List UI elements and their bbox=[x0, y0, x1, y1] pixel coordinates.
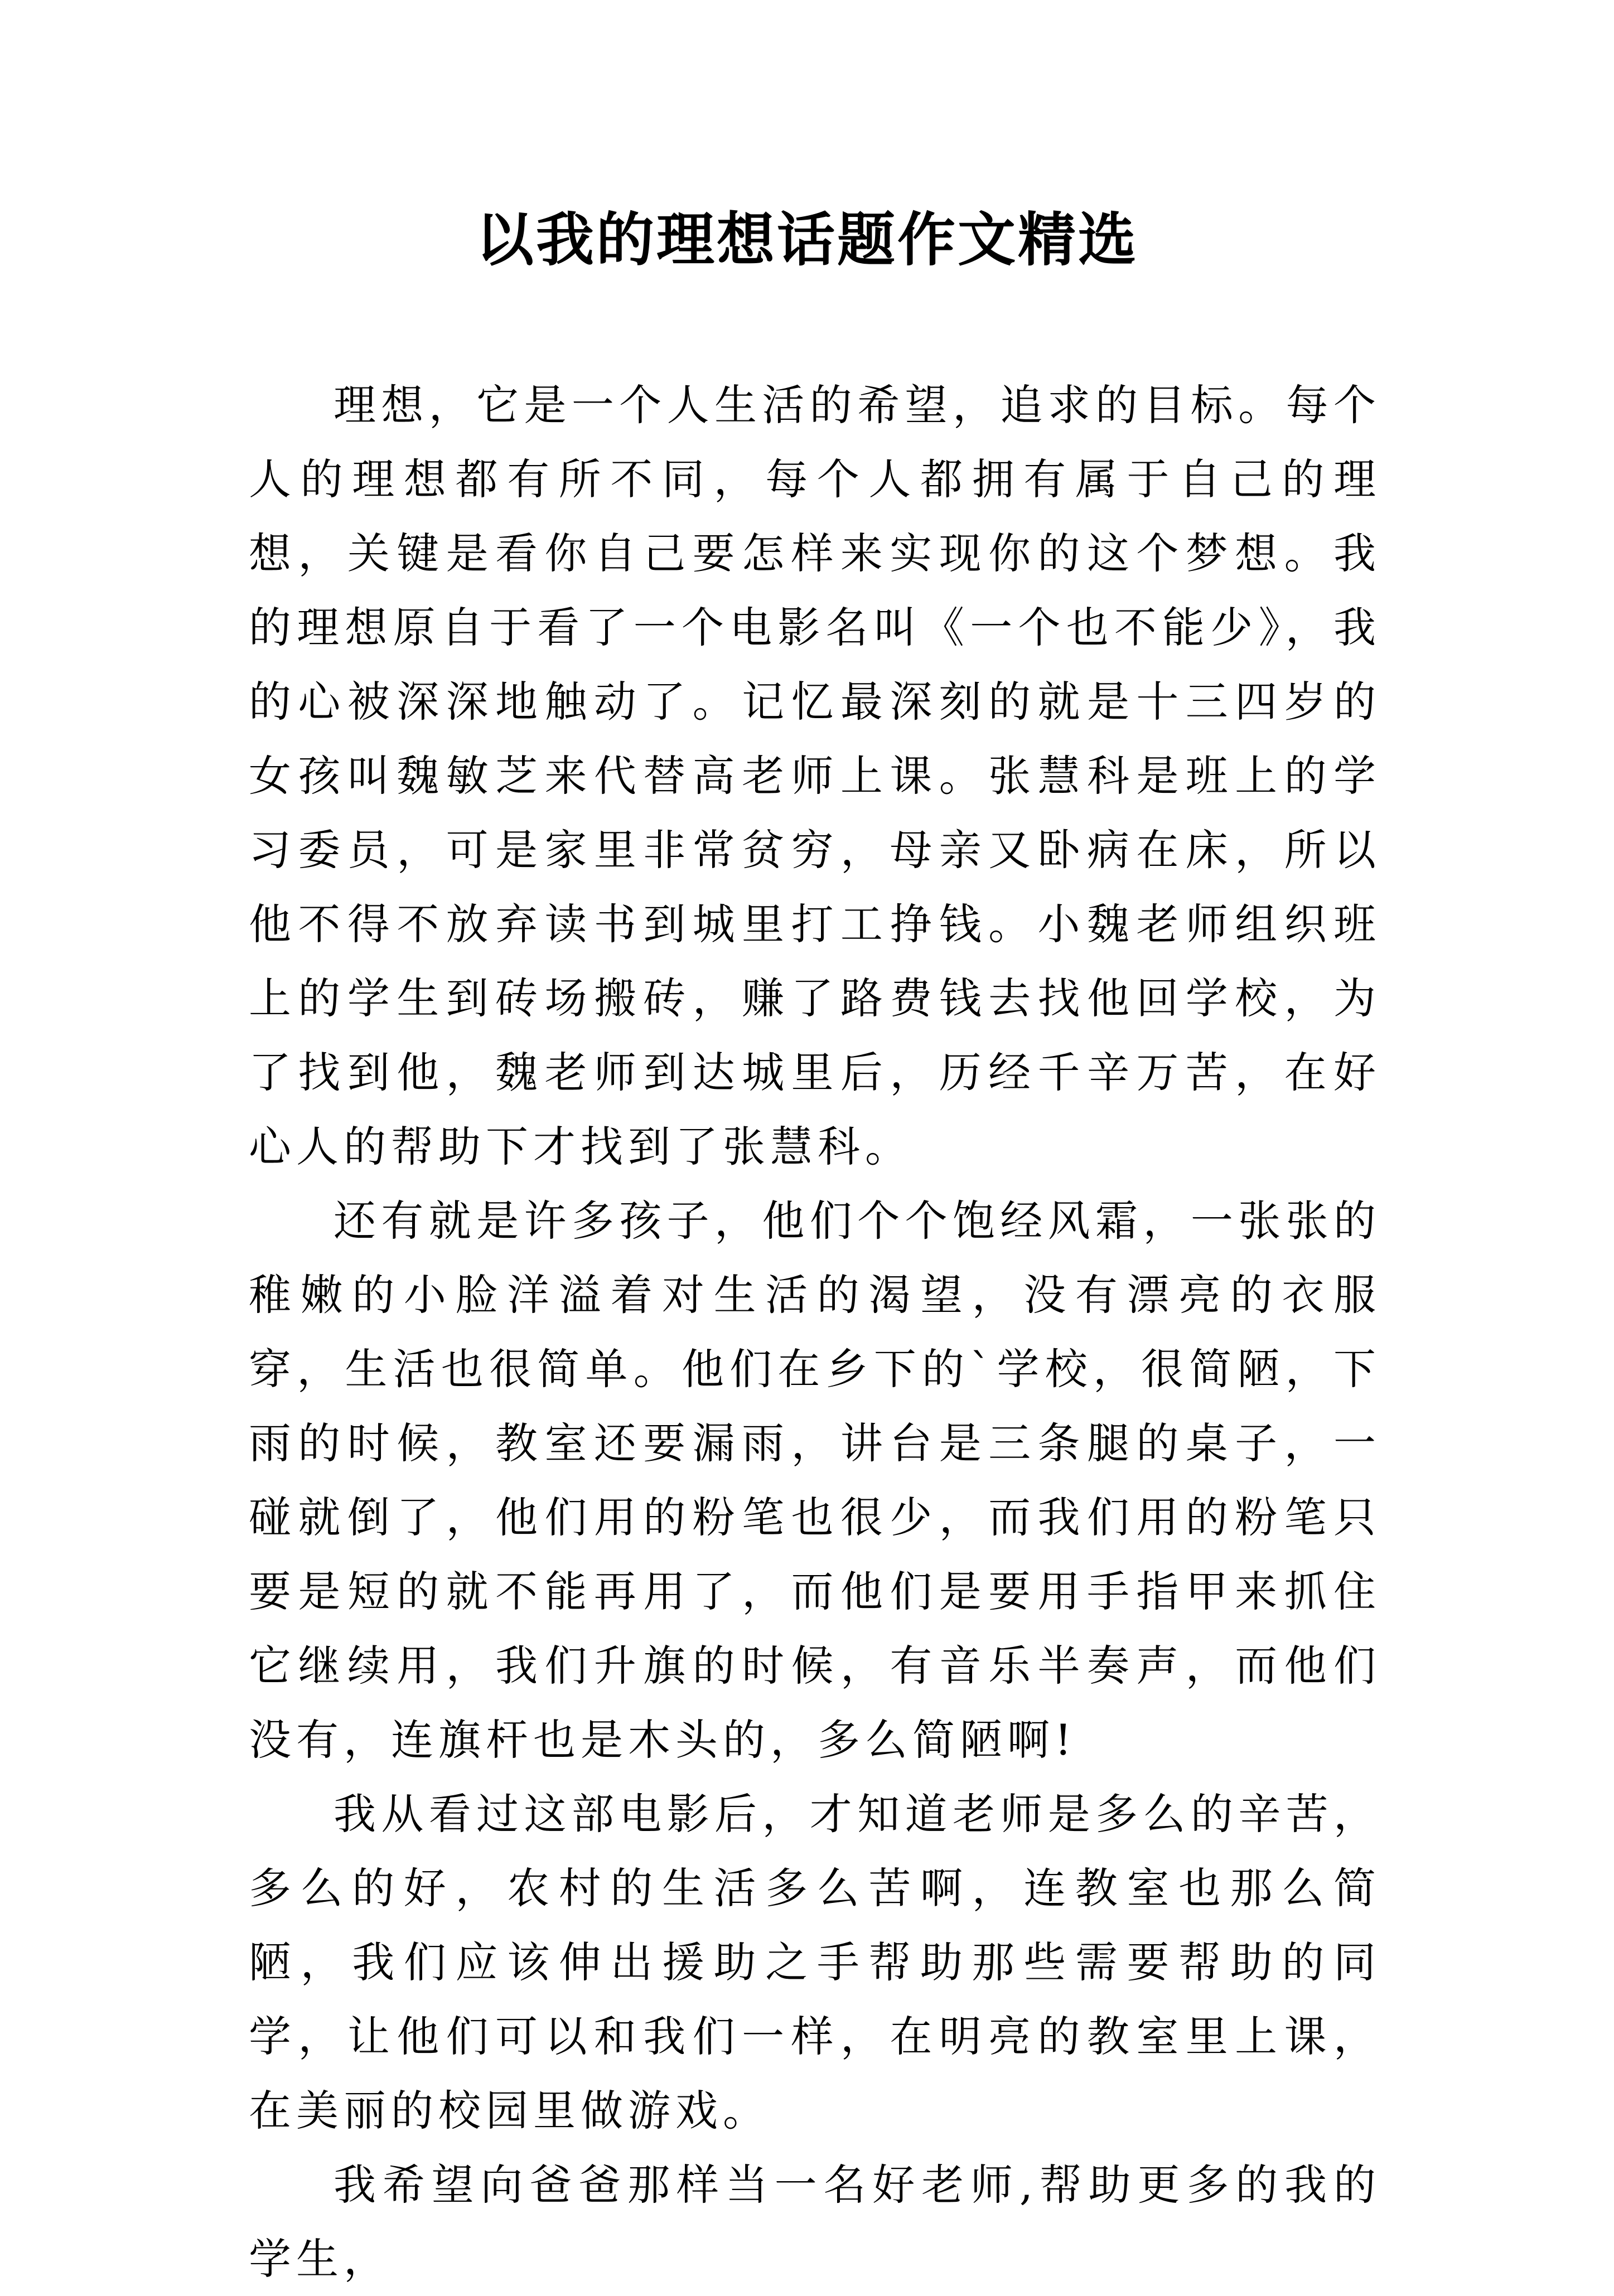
paragraph-1: 理想，它是一个人生活的希望，追求的目标。每个人的理想都有所不同，每个人都拥有属于自己的理想，关键是看你自己要怎样来实现你的这个梦想。我的理想原自于看了一个电影名叫《一个也不能少》，我的心被深深地触动了。记忆最深刻的就是十三四岁的女孩叫魏敏芝来代替高老师上课。张慧科是班上的学习委员，可是家里非常贫穷，母亲又卧病在床，所以他不得不放弃读书到城里打工挣钱。小魏老师组织班上的学生到砖场搬砖，赚了路费钱去找他回学校，为了找到他，魏老师到达城里后，历经千辛万苦，在好心人的帮助下才找到了张慧科。 bbox=[249, 380, 1381, 1171]
paragraph-4: 我希望向爸爸那样当一名好老师,帮助更多的我的学生， bbox=[249, 2160, 1381, 2284]
paragraph-2: 还有就是许多孩子，他们个个饱经风霜，一张张的稚嫩的小脸洋溢着对生活的渴望，没有漂亮的衣服穿，生活也很简单。他们在乡下的`学校，很简陋，下雨的时候，教室还要漏雨，讲台是三条腿的桌子，一碰就倒了，他们用的粉笔也很少，而我们用的粉笔只要是短的就不能再用了，而他们是要用手指甲来抓住它继续用，我们升旗的时候，有音乐半奏声，而他们没有，连旗杆也是木头的，多么简陋啊! bbox=[249, 1196, 1381, 1765]
document-body bbox=[249, 368, 1381, 2296]
document-title: 以我的理想话题作文精选 bbox=[475, 206, 1138, 274]
paragraph-3: 我从看过这部电影后，才知道老师是多么的辛苦，多么的好，农村的生活多么苦啊，连教室也那么简陋，我们应该伸出援助之手帮助那些需要帮助的同学，让他们可以和我们一样，在明亮的教室里上课，在美丽的校园里做游戏。 bbox=[249, 1789, 1381, 2135]
